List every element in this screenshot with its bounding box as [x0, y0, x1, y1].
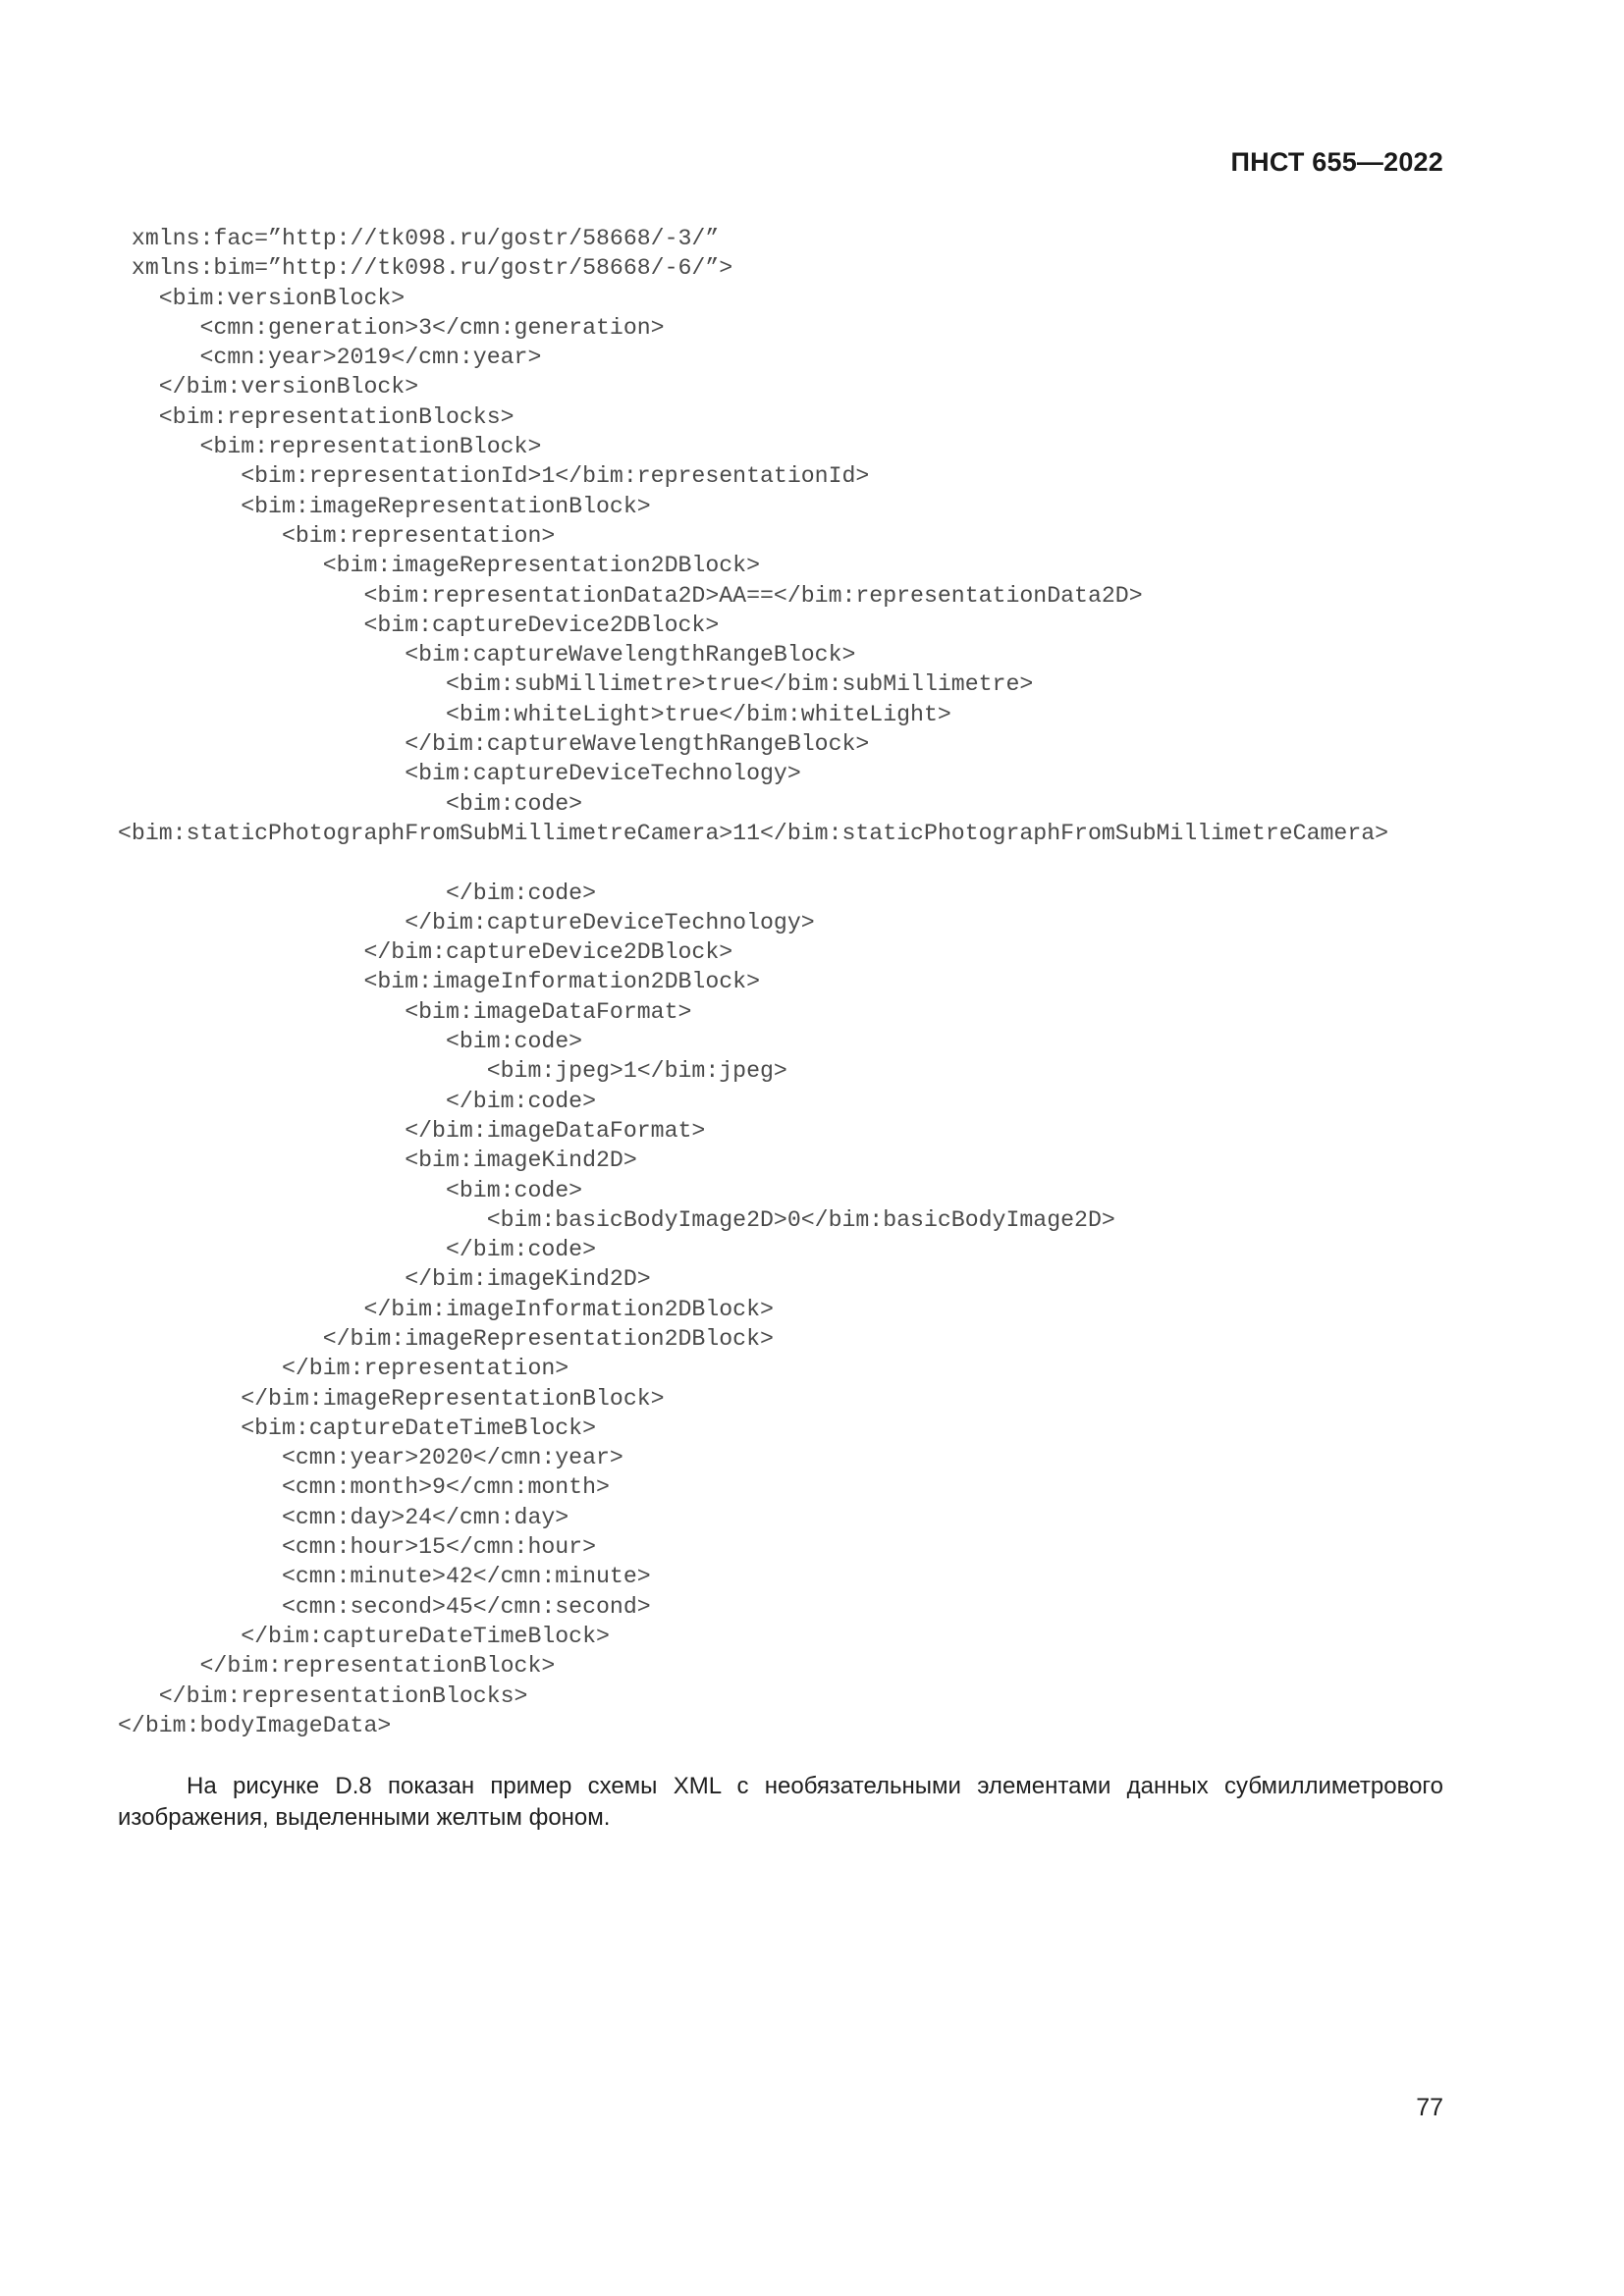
code-line: <bim:imageRepresentation2DBlock> [118, 553, 760, 579]
code-line: <bim:imageDataFormat> [118, 998, 692, 1025]
code-line: <bim:representationBlocks> [118, 403, 514, 430]
code-line: </bim:imageRepresentation2DBlock> [118, 1325, 774, 1352]
code-line: </bim:imageDataFormat> [118, 1117, 706, 1144]
code-line: <bim:representationId>1</bim:representationId> [118, 463, 870, 490]
code-line: </bim:captureDevice2DBlock> [118, 939, 733, 966]
code-line: </bim:code> [118, 1237, 597, 1263]
body-paragraph: На рисунке D.8 показан пример схемы XML с необязательными элементами данных субмиллиметрового изображения, выделенными желтым фоном. [118, 1773, 1443, 1831]
xml-code-listing [118, 224, 1512, 1740]
code-line: <cmn:minute>42</cmn:minute> [118, 1564, 651, 1590]
code-line: </bim:captureDeviceTechnology> [118, 909, 815, 935]
code-line: <bim:code> [118, 1029, 583, 1055]
code-line: <bim:captureDevice2DBlock> [118, 612, 720, 638]
code-line: <bim:representationBlock> [118, 434, 542, 460]
code-line: <bim:imageKind2D> [118, 1148, 637, 1174]
code-line: <bim:versionBlock> [118, 285, 406, 311]
code-line: </bim:imageRepresentationBlock> [118, 1385, 665, 1412]
code-line: <bim:code> [118, 1177, 583, 1203]
code-line: <bim:subMillimetre>true</bim:subMillimetre> [118, 671, 1034, 698]
code-line: xmlns:fac=”http://tk098.ru/gostr/58668/-3/” [118, 226, 720, 251]
code-line: </bim:versionBlock> [118, 374, 419, 400]
code-line [118, 848, 1512, 878]
code-line: <bim:code> [118, 790, 583, 817]
code-line: <cmn:year>2020</cmn:year> [118, 1445, 623, 1471]
code-line: <cmn:second>45</cmn:second> [118, 1593, 651, 1620]
code-line: <bim:whiteLight>true</bim:whiteLight> [118, 701, 951, 727]
code-line: <bim:jpeg>1</bim:jpeg> [118, 1058, 787, 1085]
code-line: </bim:representationBlock> [118, 1653, 556, 1680]
code-line: </bim:code> [118, 880, 597, 906]
code-line: </bim:code> [118, 1088, 597, 1114]
code-line: </bim:representation> [118, 1356, 569, 1382]
code-line: <bim:captureWavelengthRangeBlock> [118, 642, 856, 668]
code-line: <cmn:day>24</cmn:day> [118, 1504, 569, 1530]
code-line: <cmn:generation>3</cmn:generation> [118, 314, 665, 341]
code-line: <cmn:month>9</cmn:month> [118, 1474, 610, 1501]
page-number: 77 [1416, 2094, 1443, 2121]
code-line: <cmn:year>2019</cmn:year> [118, 345, 542, 371]
code-line: <bim:staticPhotographFromSubMillimetreCamera>11</bim:staticPhotographFromSubMillimetreCamera> [118, 820, 1389, 846]
code-line: </bim:captureWavelengthRangeBlock> [118, 731, 870, 758]
document-code-header: ПНСТ 655—2022 [1230, 147, 1443, 177]
code-line: xmlns:bim=”http://tk098.ru/gostr/58668/-6/”> [118, 255, 733, 282]
code-line: <bim:captureDateTimeBlock> [118, 1415, 597, 1441]
code-line: </bim:imageInformation2DBlock> [118, 1296, 774, 1322]
code-line: <bim:basicBodyImage2D>0</bim:basicBodyImage2D> [118, 1206, 1115, 1233]
code-line: </bim:representationBlocks> [118, 1682, 528, 1709]
code-line: <bim:imageInformation2DBlock> [118, 969, 760, 995]
code-line: <bim:captureDeviceTechnology> [118, 761, 801, 787]
code-line: </bim:captureDateTimeBlock> [118, 1623, 610, 1649]
code-line: <bim:representationData2D>AA==</bim:representationData2D> [118, 582, 1143, 609]
code-line: <bim:representation> [118, 522, 556, 549]
code-line: <bim:imageRepresentationBlock> [118, 493, 651, 519]
code-line: </bim:bodyImageData> [118, 1712, 392, 1738]
code-line: </bim:imageKind2D> [118, 1266, 651, 1293]
code-line: <cmn:hour>15</cmn:hour> [118, 1534, 597, 1561]
